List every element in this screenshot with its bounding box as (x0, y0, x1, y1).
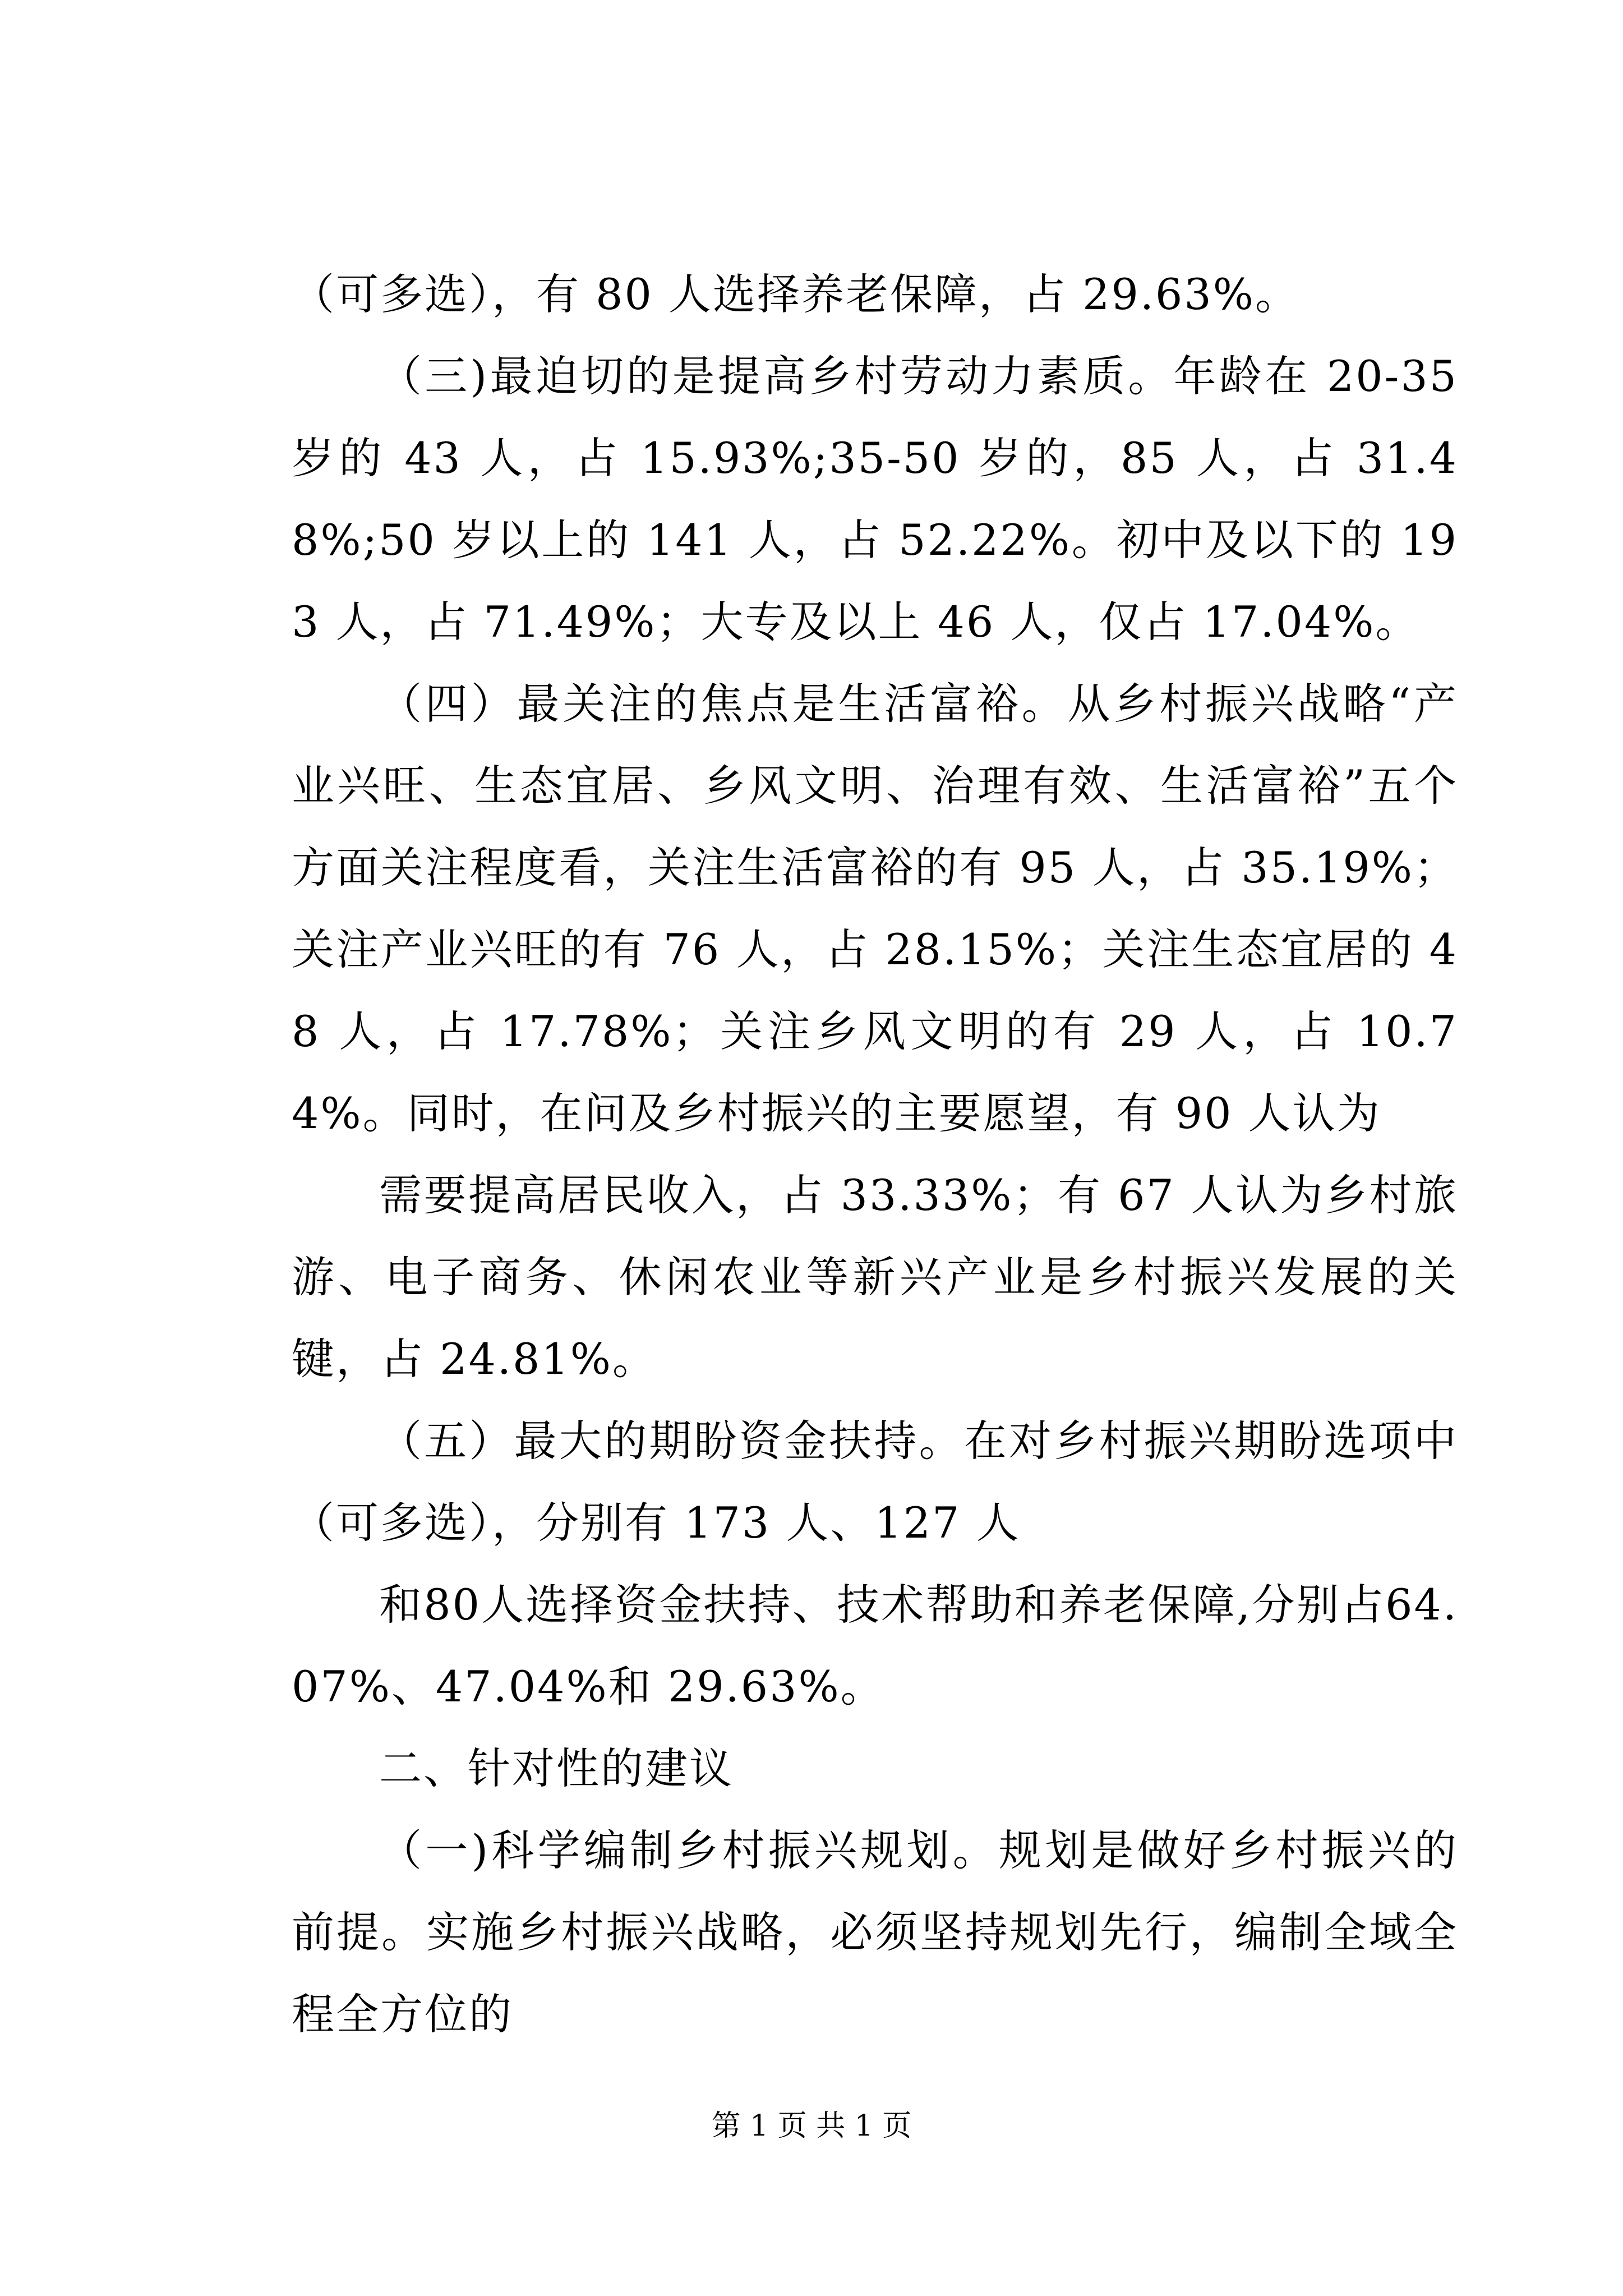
paragraph-4: 需要提高居民收入，占 33.33%；有 67 人认为乡村旅游、电子商务、休闲农业等新兴产业是乡村振兴发展的关键，占 24.81%。 (292, 1170, 1458, 1384)
paragraph-3: （四）最关注的焦点是生活富裕。从乡村振兴战略“产业兴旺、生态宜居、乡风文明、治理有效、生活富裕”五个方面关注程度看，关注生活富裕的有 95 人，占 35.19%；关注产业兴旺的有 76 人，占 28.15%；关注生态宜居的 48 人，占 17.78%；关注乡风文明的有 29 人，占 10.74%。同时，在问及乡村振兴的主要愿望，有 90 人认为 (292, 679, 1458, 1138)
paragraph-2: （三)最迫切的是提高乡村劳动力素质。年龄在 20-35 岁的 43 人，占 15.93%;35-50 岁的，85 人，占 31.48%;50 岁以上的 141 人，占 52.22%。初中及以下的 193 人，占 71.49%；大专及以上 46 人，仅占 17.04%。 (292, 351, 1458, 647)
paragraph-5: （五）最大的期盼资金扶持。在对乡村振兴期盼选项中（可多选），分别有 173 人、127 人 (292, 1416, 1458, 1548)
paragraph-8: （一)科学编制乡村振兴规划。规划是做好乡村振兴的前提。实施乡村振兴战略，必须坚持规划先行，编制全域全程全方位的 (292, 1825, 1458, 2039)
document-body (292, 254, 1458, 2055)
paragraph-6: 和80人选择资金扶持、技术帮助和养老保障,分别占64.07%、47.04%和 29.63%。 (292, 1580, 1458, 1711)
page-number-footer: 第 1 页 共 1 页 (711, 2109, 912, 2143)
paragraph-1: （可多选），有 80 人选择养老保障，占 29.63%。 (292, 269, 1299, 319)
section-heading: 二、针对性的建议 (379, 1743, 734, 1793)
